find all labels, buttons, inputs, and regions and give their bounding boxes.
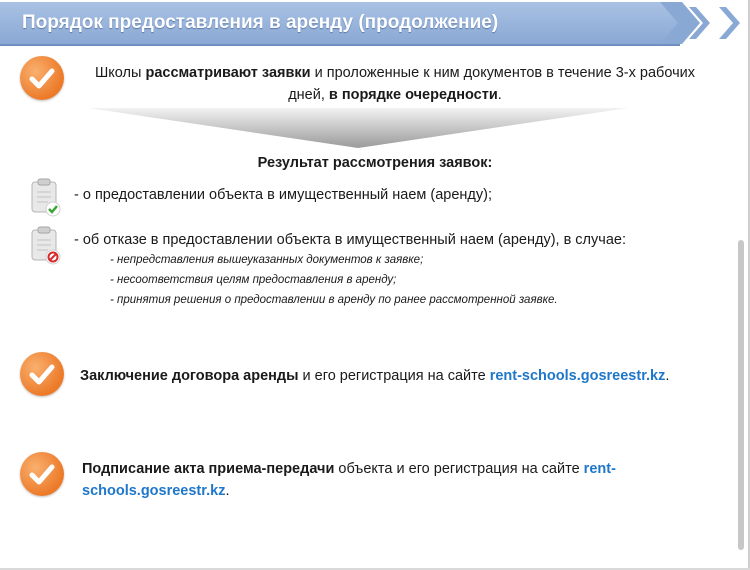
step3-end: . bbox=[225, 483, 230, 499]
check-icon bbox=[20, 56, 64, 100]
step2-link[interactable]: rent-schools.gosreestr.kz bbox=[489, 368, 666, 384]
check-icon bbox=[20, 352, 64, 396]
result-item-approved: - о предоставлении объекта в имущественный наем (аренду); bbox=[74, 187, 492, 203]
step3-plain: объекта и его регистрация на сайте bbox=[334, 461, 584, 477]
reason-item: - несоответствия целям предоставления в аренду; bbox=[110, 274, 397, 286]
step2-end: . bbox=[665, 368, 670, 384]
step2-bold: Заключение договора аренды bbox=[80, 368, 299, 384]
step1-bold1: рассматривают заявки bbox=[145, 65, 311, 81]
chevron-arrows-icon bbox=[660, 2, 750, 46]
clipboard-check-icon bbox=[28, 178, 64, 218]
step3-link-part1[interactable]: rent- bbox=[583, 461, 616, 477]
step1-part1: Школы bbox=[95, 65, 146, 81]
step3-text bbox=[82, 458, 616, 502]
reason-item: - принятия решения о предоставлении в аренду по ранее рассмотренной заявке. bbox=[110, 294, 558, 306]
check-icon bbox=[20, 452, 64, 496]
step1-part6: . bbox=[497, 87, 502, 103]
step2-text bbox=[80, 365, 669, 387]
down-arrow-icon bbox=[88, 106, 628, 150]
step3-bold: Подписание акта приема-передачи bbox=[82, 461, 335, 477]
step1-bold2: в порядке очередности bbox=[328, 87, 498, 103]
step1-text bbox=[70, 62, 720, 106]
step3-link-part2[interactable]: schools.gosreestr.kz bbox=[82, 483, 226, 499]
clipboard-deny-icon bbox=[28, 226, 64, 266]
header-bar bbox=[0, 2, 680, 46]
scrollbar[interactable] bbox=[738, 240, 744, 550]
header bbox=[0, 0, 750, 46]
reason-item: - непредставления вышеуказанных документов к заявке; bbox=[110, 254, 424, 266]
result-item-rejected: - об отказе в предоставлении объекта в имущественный наем (аренду), в случае: bbox=[74, 232, 626, 248]
step1-part4: дней, bbox=[288, 87, 329, 103]
result-heading: Результат рассмотрения заявок: bbox=[257, 155, 493, 171]
step1-part3: и проложенные к ним документов в течение 3-х рабочих bbox=[310, 65, 695, 81]
page-title: Порядок предоставления в аренду (продолжение) bbox=[22, 12, 499, 33]
step2-plain: и его регистрация на сайте bbox=[298, 368, 490, 384]
